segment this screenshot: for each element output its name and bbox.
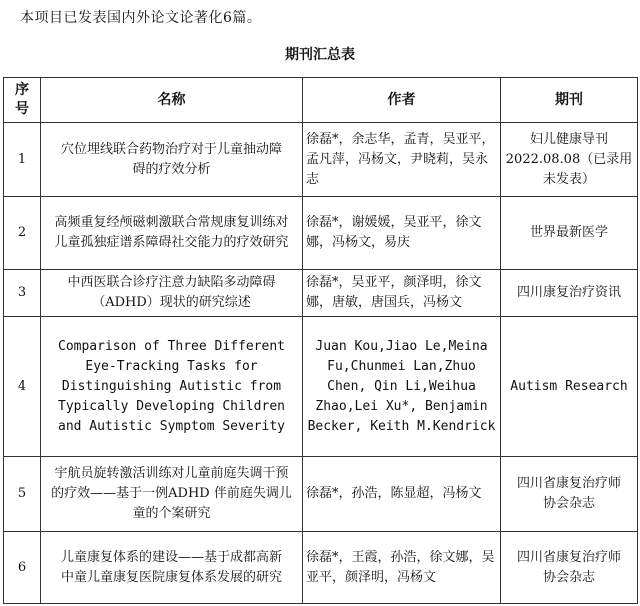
header-index: 序号 <box>4 78 41 123</box>
row-authors: 徐磊*，余志华，孟青，吴亚平，孟凡萍，冯杨文，尹晓莉，吴永志 <box>303 123 501 197</box>
row-title: 中西医联合诊疗注意力缺陷多动障碍（ADHD）现状的研究综述 <box>41 270 303 317</box>
row-authors: 徐磊*，孙浩，陈显超，冯杨文 <box>303 457 501 532</box>
table-row <box>4 197 638 270</box>
table-row <box>4 123 638 197</box>
row-authors: Juan Kou,Jiao Le,Meina Fu,Chunmei Lan,Zhuo Chen, Qin Li,Weihua Zhao,Lei Xu*, Benjamin Becker, Keith M.Kendrick <box>303 317 501 457</box>
row-title: 宇航员旋转激活训练对儿童前庭失调干预的疗效——基于一例ADHD 伴前庭失调儿童的个案研究 <box>41 457 303 532</box>
row-journal: Autism Research <box>501 317 638 457</box>
table-row <box>4 270 638 317</box>
row-index: 5 <box>4 457 41 532</box>
intro-text: 本项目已发表国内外论文论著化6篇。 <box>20 10 262 26</box>
row-journal: 妇儿健康导刊2022.08.08（已录用未发表） <box>501 123 638 197</box>
row-title: Comparison of Three Different Eye-Tracking Tasks for Distinguishing Autistic from Typically Developing Children and Autistic Symptom Severity <box>41 317 303 457</box>
row-title: 穴位埋线联合药物治疗对于儿童抽动障碍的疗效分析 <box>41 123 303 197</box>
row-title: 儿童康复体系的建设——基于成都高新中童儿童康复医院康复体系发展的研究 <box>41 532 303 604</box>
row-authors: 徐磊*，吴亚平，颜泽明，徐文娜，唐敏，唐国兵，冯杨文 <box>303 270 501 317</box>
journal-summary-table <box>3 77 638 604</box>
row-journal: 四川省康复治疗师协会杂志 <box>501 457 638 532</box>
row-index: 3 <box>4 270 41 317</box>
row-authors: 徐磊*，王霞，孙浩，徐文娜，吴亚平，颜泽明，冯杨文 <box>303 532 501 604</box>
row-journal: 四川康复治疗资讯 <box>501 270 638 317</box>
row-authors: 徐磊*，谢媛媛，吴亚平，徐文娜，冯杨文，易庆 <box>303 197 501 270</box>
row-index: 4 <box>4 317 41 457</box>
header-authors: 作者 <box>303 78 501 123</box>
row-journal: 四川省康复治疗师协会杂志 <box>501 532 638 604</box>
row-index: 1 <box>4 123 41 197</box>
table-row <box>4 317 638 457</box>
table-row <box>4 532 638 604</box>
table-row <box>4 457 638 532</box>
row-journal: 世界最新医学 <box>501 197 638 270</box>
table-caption: 期刊汇总表 <box>285 47 355 63</box>
row-title: 高频重复经颅磁刺激联合常规康复训练对儿童孤独症谱系障碍社交能力的疗效研究 <box>41 197 303 270</box>
row-index: 2 <box>4 197 41 270</box>
header-journal: 期刊 <box>501 78 638 123</box>
row-index: 6 <box>4 532 41 604</box>
header-title: 名称 <box>41 78 303 123</box>
header-row <box>4 78 638 123</box>
